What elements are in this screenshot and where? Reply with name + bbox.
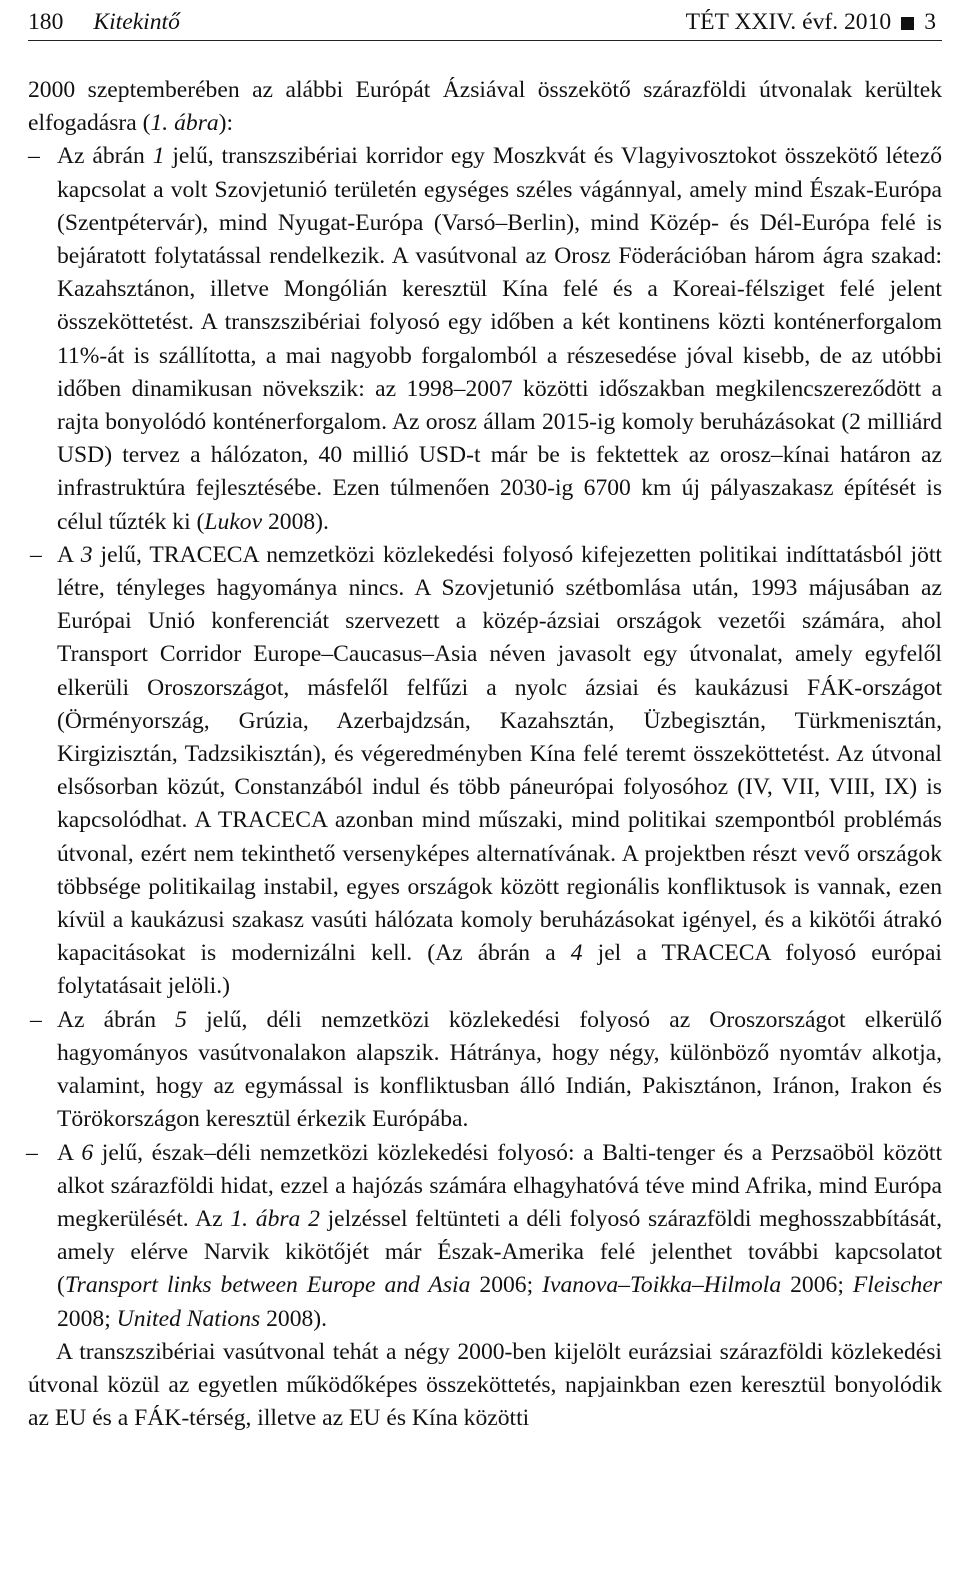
intro-paragraph	[28, 74, 942, 140]
item-text: jel a TRACECA folyosó európai folytatásait jelöli.)	[57, 940, 942, 1000]
citation-author: Ivanova–Toikka–Hilmola	[542, 1272, 782, 1299]
intro-text: 2000 szeptemberében az alábbi Európát Ázsiával összekötő szárazföldi útvonalak kerültek elfogadásra (	[28, 77, 942, 137]
item-text: jelű, TRACECA nemzetközi közlekedési folyosó kifejezetten politikai indíttatásból jött létre, tényleges hagyománya nincs. A Szovjetunió szétbomlása után, 1993 májusában az Európai Unió konferenciát szervezett a közép-ázsiai országok vezetői számára, ahol Transport Corridor Europe–Caucasus–Asia néven javasolt egy útvonalat, amely egyfelől elkerüli Oroszországot, másfelől felfűzi a nyolc ázsiai és kaukázusi FÁK-országot (Örményország, Grúzia, Azerbajdzsán, Kazahsztán, Üzbegisztán, Türkmenisztán, Kirgizisztán, Tadzsikisztán), és végeredményben Kína felé teremt összeköttetést. Az útvonal elsősorban közút, Constanzából indul és több páneurópai folyosóhoz (IV, VII, VIII, IX) is kapcsolódhat. A TRACECA azonban mind műszaki, mind politikai szempontból problémás útvonal, ezért nem tekinthető versenyképes alternatívának. A projektben részt vevő országok többsége politikailag instabil, egyes országok között regionális konfliktusok is vannak, ezen kívül a kaukázusi szakasz vasúti hálózata komoly beruházásokat igényel, és a kikötői átrakó kapacitásokat is modernizálni kell. (Az ábrán a	[57, 541, 942, 967]
closing-paragraph: A transzszibériai vasútvonal tehát a négy 2000-ben kijelölt eurázsiai szárazföldi közlekedési útvonal közül az egyetlen működőképes összeköttetés, napjainkban ezen keresztül bonyolódik az EU és a FÁK-térség, illetve az EU és Kína közötti	[28, 1338, 942, 1432]
corridor-number: 5	[175, 1006, 187, 1033]
intro-text-end: ):	[218, 110, 234, 137]
list-item	[28, 1004, 942, 1137]
item-text: jelű, transzszibériai korridor egy Moszkvát és Vlagyivosztokot összekötő létező kapcsolat a volt Szovjetunió területén egységes széles vágánnyal, amely mind Észak-Európa (Szentpétervár), mind Nyugat-Európa (Varsó–Berlin), mind Közép- és Dél-Európa felé is bejáratott folytatással rendelkezik. A vasútvonal az Orosz Föderációban három ágra szakad: Kazahsztánon, illetve Mongólián keresztül Kína felé és a Koreai-félsziget felé jelent összeköttetést. A transzszibériai folyosó egy időben a két kontinens közti konténerforgalom 11%-át is szállította, a mai nagyobb forgalomból a részesedése jóval kisebb, de az utóbbi időben dinamikusan növekszik: az 1998–2007 közötti időszakban megkilencszereződött a rajta bonyolódó konténerforgalom. Az orosz állam 2015-ig komoly beruházásokat (2 milliárd USD) tervez a hálózaton, 40 millió USD-t már be is fektettek az orosz–kínai határon az infrastruktúra fejlesztésébe. Ezen túlmenően 2030-ig 6700 km új pályaszakasz építését is célul tűzték ki (	[57, 143, 943, 535]
corridor-number: 3	[80, 541, 93, 568]
journal-info: TÉT XXIV. évf. 2010	[685, 9, 892, 35]
dash-bullet: –	[30, 541, 42, 568]
running-header	[28, 6, 942, 41]
item-text: 2006;	[781, 1272, 853, 1299]
citation-author: United Nations	[116, 1305, 261, 1332]
dash-bullet: –	[26, 1139, 38, 1166]
citation-author: Lukov	[204, 508, 263, 535]
item-text: A	[57, 541, 81, 568]
item-text: 2006;	[470, 1272, 543, 1299]
issue-number: 3	[924, 9, 936, 35]
header-right	[686, 6, 936, 39]
corridor-number: 4	[570, 940, 583, 967]
list-item	[28, 539, 942, 1004]
corridor-number: 1	[152, 143, 165, 170]
square-separator-icon	[901, 17, 914, 30]
header-left	[28, 6, 180, 39]
list-item	[28, 1137, 942, 1336]
figure-ref: 1. ábra 2	[230, 1205, 320, 1232]
figure-ref: 1. ábra	[150, 110, 219, 137]
citation-title: Transport links between Europe and Asia	[64, 1272, 471, 1299]
item-text: jelzéssel feltünteti a déli folyosó szárazföldi meghosszabbítását, amely elérve Narvik kikötőjét már Észak-Amerika felé jelenthet további kapcsolatot (	[57, 1205, 942, 1299]
citation-author: Fleischer	[852, 1272, 942, 1299]
page-number: 180	[28, 9, 64, 35]
corridor-number: 6	[81, 1139, 94, 1166]
dash-bullet: –	[30, 1006, 42, 1033]
item-text: 2008;	[57, 1305, 117, 1332]
item-text: 2008).	[262, 508, 329, 535]
item-text: Az ábrán	[57, 143, 153, 170]
section-title: Kitekintő	[93, 9, 180, 35]
item-text: jelű, észak–déli nemzetközi közlekedési folyosó: a Balti-tenger és a Perzsaöböl között alkot szárazföldi hidat, ezzel a hajózás számára elhagyhatóvá téve mind Afrika, mind Európa megkerülését. Az	[57, 1139, 942, 1232]
item-text: Az ábrán	[57, 1006, 176, 1033]
item-text: 2008).	[260, 1305, 328, 1332]
item-text: jelű, déli nemzetközi közlekedési folyosó az Oroszországot elkerülő hagyományos vasútvonalakon alapszik. Hátránya, hogy négy, különböző nyomtáv alkotja, valamint, hogy az egymással is konfliktusban álló Indián, Pakisztánon, Iránon, Irakon és Törökországon keresztül érkezik Európába.	[57, 1006, 942, 1133]
dash-bullet: –	[28, 143, 40, 170]
item-text: A	[57, 1139, 82, 1166]
list-item	[28, 140, 942, 538]
